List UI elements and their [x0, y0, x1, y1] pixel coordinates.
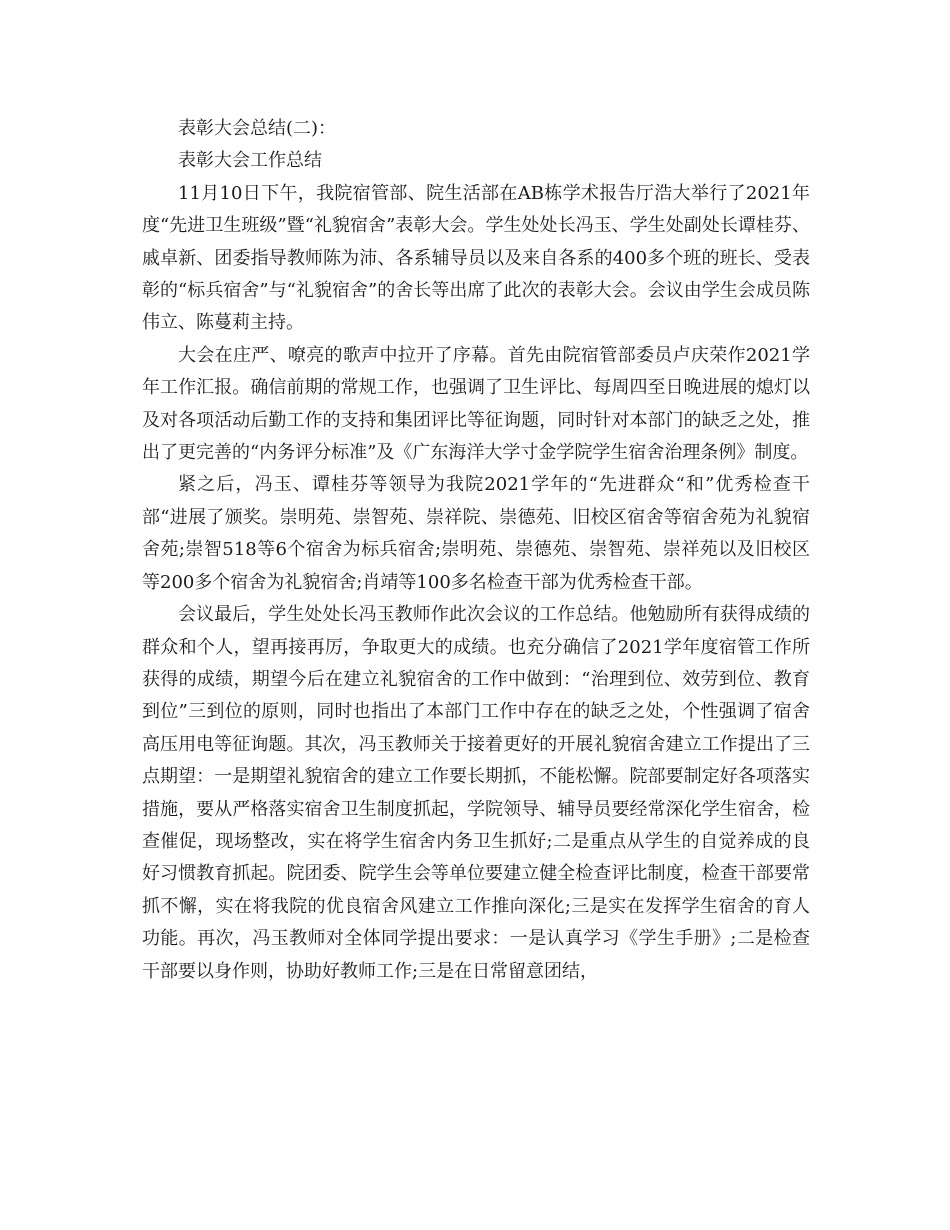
document-heading: 表彰大会总结(二)： — [178, 118, 337, 139]
paragraph-4: 会议最后，学生处处长冯玉教师作此次会议的工作总结。他勉励所有获得成绩的群众和个人，望再接再厉，争取更大的成绩。也充分确信了2021学年度宿管工作所获得的成绩，期望今后在建立礼貌宿舍的工作中做到：“治理到位、效劳到位、教育到位”三到位的原则，同时也指出了本部门工作中存在的缺乏之处，个性强调了宿舍高压用电等征询题。其次，冯玉教师关于接着更好的开展礼貌宿舍建立工作提出了三点期望：一是期望礼貌宿舍的建立工作要长期抓，不能松懈。院部要制定好各项落实措施，要从严格落实宿舍卫生制度抓起，学院领导、辅导员要经常深化学生宿舍，检查催促，现场整改，实在将学生宿舍内务卫生抓好;二是重点从学生的自觉养成的良好习惯教育抓起。院团委、院学生会等单位要建立健全检查评比制度，检查干部要常抓不懈，实在将我院的优良宿舍风建立工作推向深化;三是实在发挥学生宿舍的育人功能。再次，冯玉教师对全体同学提出要求：一是认真学习《学生手册》;二是检查干部要以身作则，协助好教师工作;三是在日常留意团结， — [142, 604, 810, 982]
paragraph-3: 紧之后，冯玉、谭桂芬等领导为我院2021学年的“先进群众“和”优秀检查干部“进展了颁奖。崇明苑、崇智苑、崇祥院、崇德苑、旧校区宿舍等宿舍苑为礼貌宿舍苑;崇智518等6个宿舍为标兵宿舍;崇明苑、崇德苑、崇智苑、崇祥苑以及旧校区等200多个宿舍为礼貌宿舍;肖靖等100多名检查干部为优秀检查干部。 — [142, 474, 810, 593]
document-subheading: 表彰大会工作总结 — [178, 150, 322, 172]
document-body — [142, 113, 810, 988]
paragraph-2: 大会在庄严、嘹亮的歌声中拉开了序幕。首先由院宿管部委员卢庆荣作2021学年工作汇报。确信前期的常规工作，也强调了卫生评比、每周四至日晚进展的熄灯以及对各项活动后勤工作的支持和集团评比等征询题，同时针对本部门的缺乏之处，推出了更完善的“内务评分标准”及《广东海洋大学寸金学院学生宿舍治理条例》制度。 — [142, 344, 810, 464]
paragraph-1: 11月10日下午，我院宿管部、院生活部在AB栋学术报告厅浩大举行了2021年度“先进卫生班级”暨“礼貌宿舍”表彰大会。学生处处长冯玉、学生处副处长谭桂芬、戚卓新、团委指导教师陈为沛、各系辅导员以及来自各系的400多个班的班长、受表彰的“标兵宿舍”与“礼貌宿舍”的舍长等出席了此次的表彰大会。会议由学生会成员陈伟立、陈蔓莉主持。 — [142, 182, 810, 334]
